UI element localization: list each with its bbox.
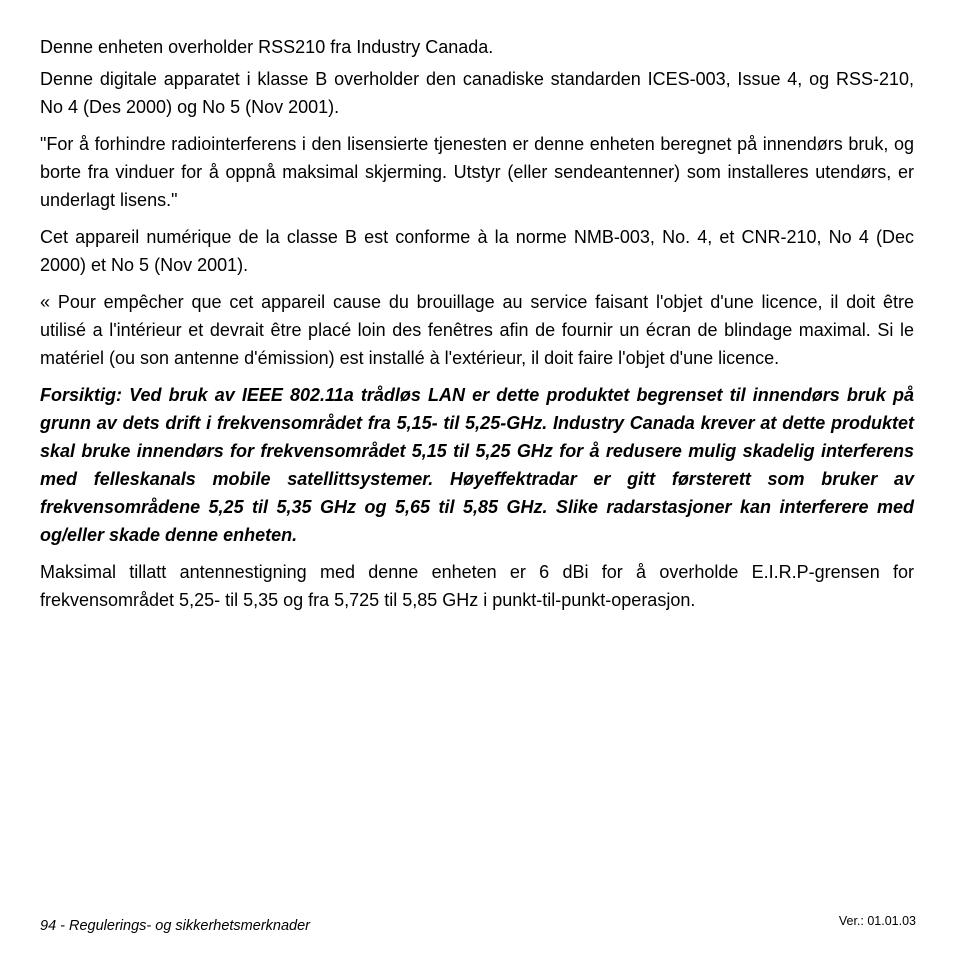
- paragraph-nmb003-french: Cet appareil numérique de la classe B est conforme à la norme NMB-003, No. 4, et CNR-210, No 4 (Dec 2000) et No 5 (Nov 2001).: [40, 227, 914, 275]
- paragraph-brouillage-french: « Pour empêcher que cet appareil cause du brouillage au service faisant l'objet d'une licence, il doit être utilisé a l'intérieur et devrait être placé loin des fenêtres afin de fournir un écran de blindage maximal. Si le matériel (ou son antenne d'émission) est installé à l'extérieur, il doit faire l'objet d'une licence.: [40, 292, 914, 368]
- paragraph-ices003-norwegian: Denne digitale apparatet i klasse B overholder den canadiske standarden ICES-003, Issue 4, og RSS-210, No 4 (Des 2000) og No 5 (Nov 2001).: [40, 69, 914, 117]
- paragraph-antenna-gain: Maksimal tillatt antennestigning med denne enheten er 6 dBi for å overholde E.I.R.P-grensen for frekvensområdet 5,25- til 5,35 og fra 5,725 til 5,85 GHz i punkt-til-punkt-operasjon.: [40, 562, 914, 610]
- footer-page-label: 94 - Regulerings- og sikkerhetsmerknader: [40, 918, 310, 934]
- paragraph-rss210-compliance: Denne enheten overholder RSS210 fra Industry Canada.: [40, 37, 494, 57]
- page-body: [40, 33, 914, 623]
- footer-version: Ver.: 01.01.03: [838, 914, 916, 928]
- caution-paragraph: Forsiktig: Ved bruk av IEEE 802.11a trådløs LAN er dette produktet begrenset til innendørs bruk på grunn av dets drift i frekvensområdet fra 5,15- til 5,25-GHz. Industry Canada krever at dette produktet skal bruke innendørs for frekvensområdet 5,15 til 5,25 GHz for å redusere mulig skadelig interferens med felleskanals mobile satellittsystemer. Høyeffektradar er gitt førsterett som bruker av frekvensområdene 5,25 til 5,35 GHz og 5,65 til 5,85 GHz. Slike radarstasjoner kan interferere med og/eller skade denne enheten.: [40, 385, 914, 545]
- paragraph-radio-interference-norwegian: "For å forhindre radiointerferens i den lisensierte tjenesten er denne enheten beregnet på innendørs bruk, og borte fra vinduer for å oppnå maksimal skjerming. Utstyr (eller sendeantenner) som installeres utendørs, er underlagt lisens.": [40, 134, 914, 210]
